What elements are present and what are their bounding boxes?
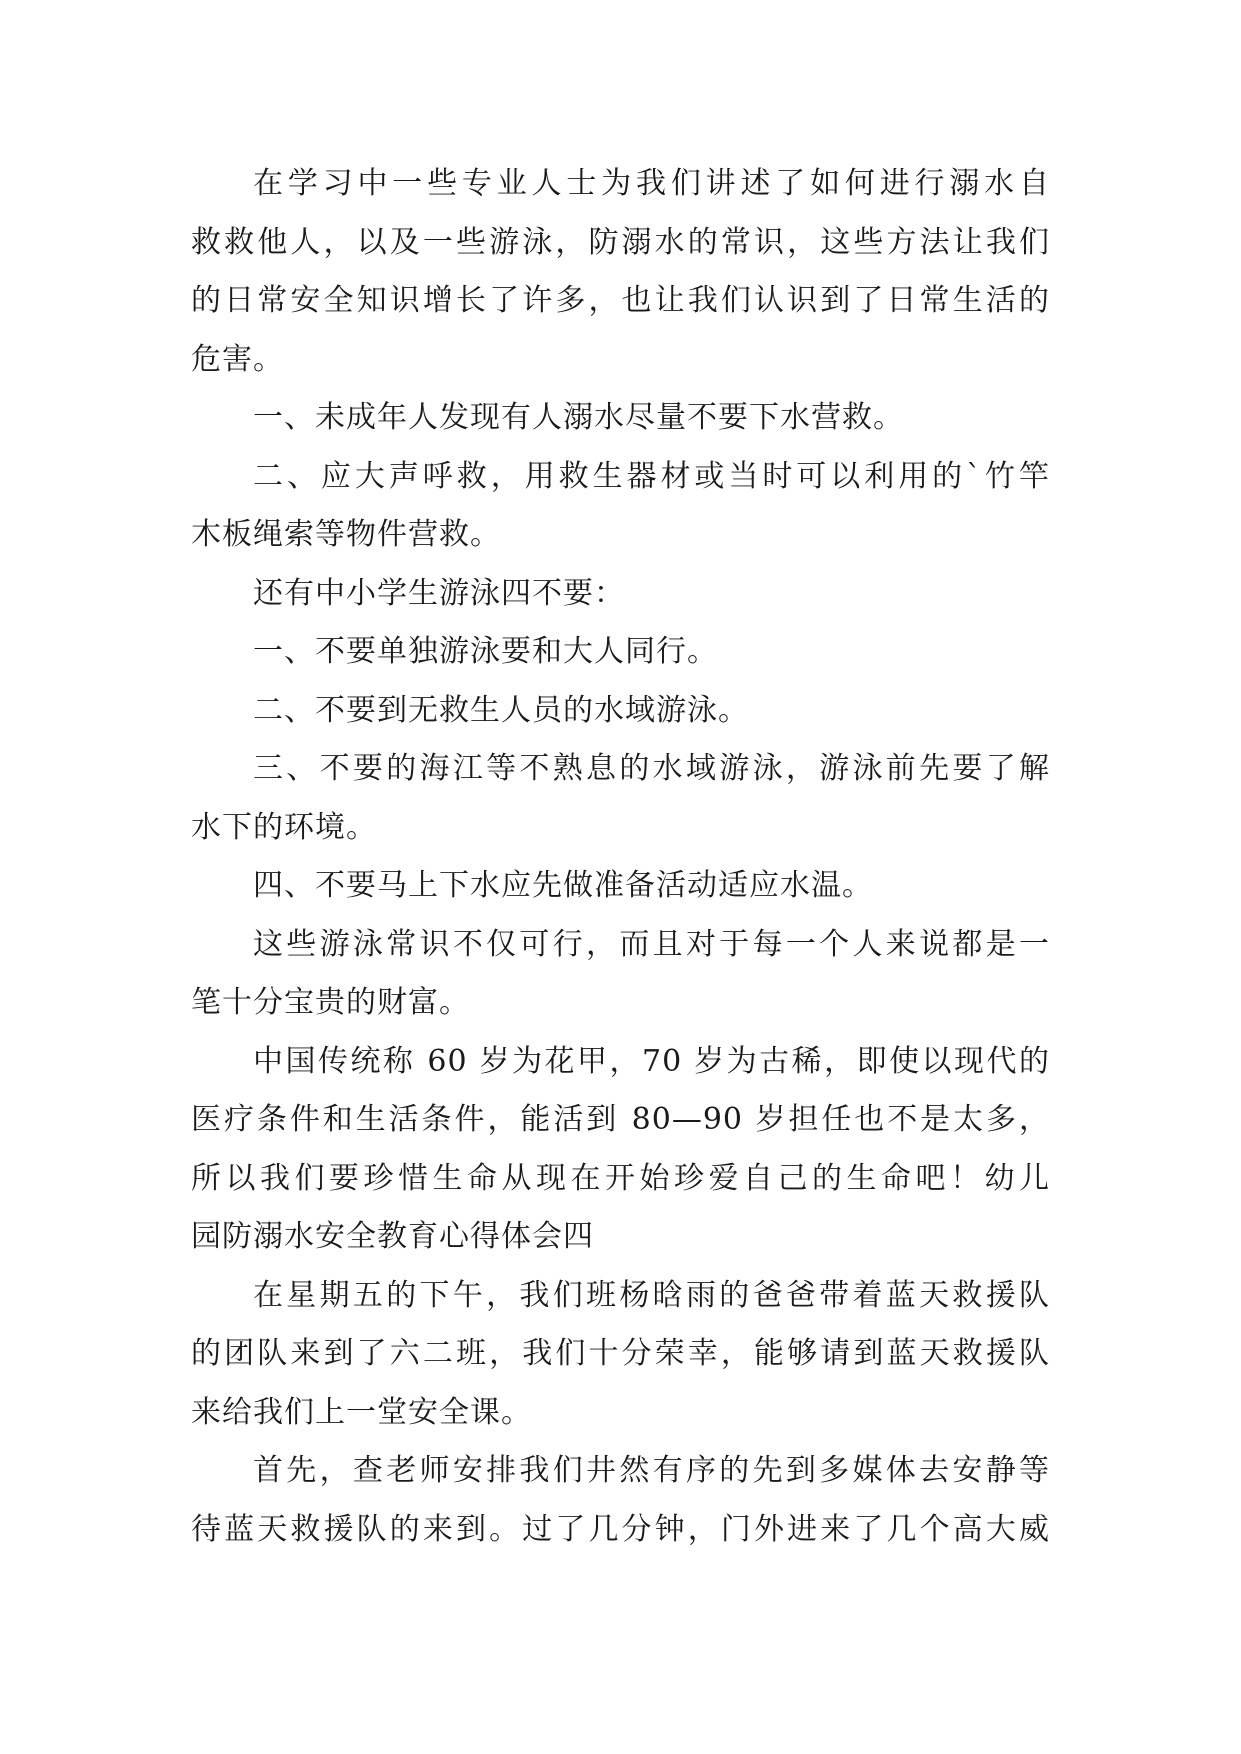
document-page bbox=[191, 155, 1050, 1559]
text-line: 危害。 bbox=[191, 341, 284, 377]
text-line: 的团队来到了六二班，我们十分荣幸，能够请到蓝天救援队 bbox=[191, 1336, 1050, 1371]
text-line: 水下的环境。 bbox=[191, 809, 377, 845]
text-line: 医疗条件和生活条件，能活到 80—90 岁担任也不是太多， bbox=[191, 1102, 1050, 1137]
text-line: 一、不要单独游泳要和大人同行。 bbox=[253, 634, 718, 669]
text-line: 笔十分宝贵的财富。 bbox=[191, 985, 470, 1020]
text-line: 中国传统称 60 岁为花甲，70 岁为古稀，即使以现代的 bbox=[253, 1043, 1050, 1079]
text-line: 二、应大声呼救，用救生器材或当时可以利用的`竹竿 bbox=[253, 458, 1050, 494]
text-line: 木板绳索等物件营救。 bbox=[191, 517, 501, 552]
text-line: 首先，查老师安排我们井然有序的先到多媒体去安静等 bbox=[253, 1453, 1050, 1488]
text-line: 来给我们上一堂安全课。 bbox=[191, 1394, 532, 1430]
text-line: 救救他人，以及一些游泳，防溺水的常识，这些方法让我们 bbox=[191, 224, 1050, 260]
text-line: 四、不要马上下水应先做准备活动适应水温。 bbox=[253, 868, 873, 903]
text-line: 的日常安全知识增长了许多，也让我们认识到了日常生活的 bbox=[191, 283, 1050, 318]
text-line: 在学习中一些专业人士为我们讲述了如何进行溺水自 bbox=[253, 166, 1050, 201]
text-line: 这些游泳常识不仅可行，而且对于每一个人来说都是一 bbox=[253, 926, 1050, 962]
text-line: 待蓝天救援队的来到。过了几分钟，门外进来了几个高大威 bbox=[191, 1511, 1050, 1547]
text-line: 还有中小学生游泳四不要： bbox=[253, 575, 625, 611]
text-line: 三、不要的海江等不熟息的水域游泳，游泳前先要了解 bbox=[253, 751, 1050, 786]
text-line: 所以我们要珍惜生命从现在开始珍爱自己的生命吧！幼儿 bbox=[191, 1160, 1050, 1196]
text-line: 园防溺水安全教育心得体会四 bbox=[191, 1219, 594, 1254]
text-line: 一、未成年人发现有人溺水尽量不要下水营救。 bbox=[253, 400, 904, 435]
text-line: 二、不要到无救生人员的水域游泳。 bbox=[253, 692, 749, 728]
text-line: 在星期五的下午，我们班杨晗雨的爸爸带着蓝天救援队 bbox=[253, 1277, 1050, 1313]
